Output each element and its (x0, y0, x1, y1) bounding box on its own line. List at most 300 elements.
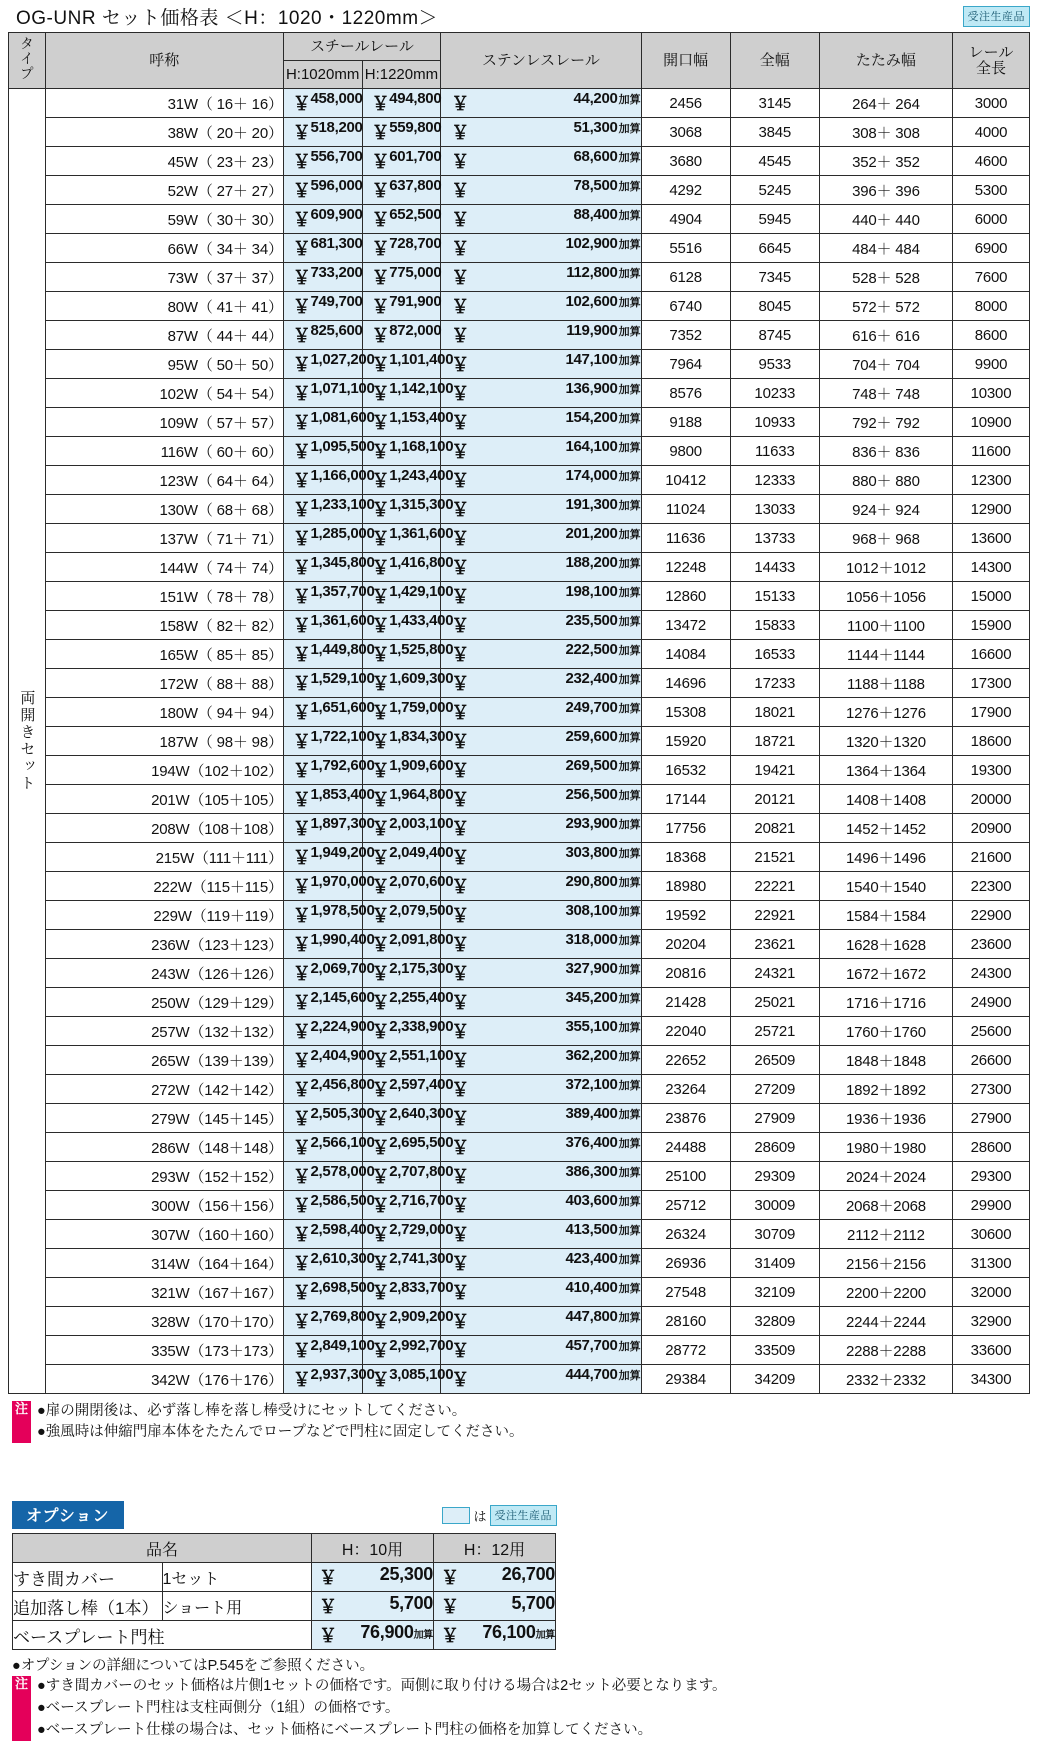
cell-opening-width: 2456 (641, 89, 730, 118)
option-label: ベースプレート門柱 (13, 1621, 312, 1650)
cell-steel-h1020: ￥ 2,610,300 (283, 1249, 362, 1278)
cell-rail-length: 4000 (952, 118, 1029, 147)
option-label: すき間カバー (13, 1563, 163, 1592)
cell-name: 31W（ 16＋ 16） (45, 89, 283, 118)
cell-folded-width: 1892＋1892 (819, 1075, 952, 1104)
cell-stainless: ￥ 423,400加算 (441, 1249, 641, 1278)
opt-col-name: 品名 (13, 1534, 312, 1563)
cell-steel-h1220: ￥ 1,909,600 (362, 756, 441, 785)
cell-steel-h1220: ￥ 2,695,500 (362, 1133, 441, 1162)
cell-steel-h1020: ￥ 681,300 (283, 234, 362, 263)
table-row (9, 611, 1030, 640)
cell-name: 222W（115＋115） (45, 872, 283, 901)
table-row (9, 263, 1030, 292)
cell-folded-width: 308＋ 308 (819, 118, 952, 147)
cell-name: 328W（170＋170） (45, 1307, 283, 1336)
options-table-header (13, 1534, 556, 1563)
cell-full-width: 22921 (730, 901, 819, 930)
cell-folded-width: 1144＋1144 (819, 640, 952, 669)
cell-folded-width: 792＋ 792 (819, 408, 952, 437)
cell-opening-width: 15308 (641, 698, 730, 727)
cell-stainless: ￥ 376,400加算 (441, 1133, 641, 1162)
cell-opening-width: 21428 (641, 988, 730, 1017)
cell-stainless: ￥ 102,600加算 (441, 292, 641, 321)
cell-folded-width: 264＋ 264 (819, 89, 952, 118)
cell-steel-h1220: ￥ 2,741,300 (362, 1249, 441, 1278)
options-tag: オプション (12, 1501, 124, 1529)
cell-opening-width: 28160 (641, 1307, 730, 1336)
options-detail-note: ●オプションの詳細についてはP.545をご参照ください。 (12, 1658, 375, 1675)
table-row (9, 785, 1030, 814)
table-row (9, 1104, 1030, 1133)
cell-stainless: ￥ 112,800加算 (441, 263, 641, 292)
cell-stainless: ￥ 444,700加算 (441, 1365, 641, 1394)
cell-name: 229W（119＋119） (45, 901, 283, 930)
cell-folded-width: 1320＋1320 (819, 727, 952, 756)
cell-full-width: 32109 (730, 1278, 819, 1307)
cell-name: 144W（ 74＋ 74） (45, 553, 283, 582)
cell-rail-length: 7600 (952, 263, 1029, 292)
cell-name: 38W（ 20＋ 20） (45, 118, 283, 147)
table-row (9, 1249, 1030, 1278)
cell-rail-length: 24300 (952, 959, 1029, 988)
cell-steel-h1220: ￥ 2,551,100 (362, 1046, 441, 1075)
cell-folded-width: 704＋ 704 (819, 350, 952, 379)
cell-name: 158W（ 82＋ 82） (45, 611, 283, 640)
options-row (13, 1621, 556, 1650)
cell-opening-width: 16532 (641, 756, 730, 785)
options-header (12, 1501, 557, 1529)
cell-opening-width: 20816 (641, 959, 730, 988)
cell-full-width: 8745 (730, 321, 819, 350)
cell-opening-width: 23264 (641, 1075, 730, 1104)
cell-folded-width: 484＋ 484 (819, 234, 952, 263)
cell-opening-width: 12860 (641, 582, 730, 611)
table-row (9, 408, 1030, 437)
cell-stainless: ￥ 188,200加算 (441, 553, 641, 582)
cell-steel-h1020: ￥ 1,722,100 (283, 727, 362, 756)
cell-opening-width: 26324 (641, 1220, 730, 1249)
cell-steel-h1220: ￥ 2,070,600 (362, 872, 441, 901)
cell-folded-width: 2244＋2244 (819, 1307, 952, 1336)
cell-stainless: ￥ 372,100加算 (441, 1075, 641, 1104)
cell-steel-h1020: ￥ 2,069,700 (283, 959, 362, 988)
cell-full-width: 25021 (730, 988, 819, 1017)
table-row (9, 176, 1030, 205)
table-row (9, 1046, 1030, 1075)
cell-steel-h1220: ￥ 1,315,300 (362, 495, 441, 524)
cell-steel-h1020: ￥ 2,586,500 (283, 1191, 362, 1220)
table-row (9, 1162, 1030, 1191)
cell-full-width: 28609 (730, 1133, 819, 1162)
cell-rail-length: 29300 (952, 1162, 1029, 1191)
cell-steel-h1020: ￥ 749,700 (283, 292, 362, 321)
cell-name: 116W（ 60＋ 60） (45, 437, 283, 466)
cell-full-width: 10233 (730, 379, 819, 408)
cell-stainless: ￥ 191,300加算 (441, 495, 641, 524)
price-table-body (9, 89, 1030, 1394)
cell-stainless: ￥ 78,500加算 (441, 176, 641, 205)
cell-folded-width: 1716＋1716 (819, 988, 952, 1017)
cell-rail-length: 10900 (952, 408, 1029, 437)
options-table-body (13, 1563, 556, 1650)
cell-steel-h1220: ￥ 1,525,800 (362, 640, 441, 669)
cell-steel-h1220: ￥ 1,168,100 (362, 437, 441, 466)
options-notes (12, 1676, 1038, 1741)
price-table (8, 32, 1030, 1394)
cell-stainless: ￥ 154,200加算 (441, 408, 641, 437)
cell-opening-width: 4904 (641, 205, 730, 234)
cell-name: 208W（108＋108） (45, 814, 283, 843)
cell-stainless: ￥ 413,500加算 (441, 1220, 641, 1249)
option-sub-label: 1セット (162, 1563, 312, 1592)
cell-stainless: ￥ 457,700加算 (441, 1336, 641, 1365)
col-steel-h1020: H:1020mm (283, 61, 362, 89)
cell-folded-width: 1100＋1100 (819, 611, 952, 640)
legend-text: は (473, 1508, 487, 1524)
option-price-h12: ￥ 26,700 (434, 1563, 556, 1592)
cell-steel-h1020: ￥ 1,233,100 (283, 495, 362, 524)
options-legend (442, 1505, 557, 1526)
cell-steel-h1020: ￥ 1,166,000 (283, 466, 362, 495)
cell-opening-width: 8576 (641, 379, 730, 408)
cell-steel-h1020: ￥ 1,449,800 (283, 640, 362, 669)
cell-steel-h1020: ￥ 1,651,600 (283, 698, 362, 727)
table-row (9, 1191, 1030, 1220)
cell-name: 215W（111＋111） (45, 843, 283, 872)
cell-steel-h1020: ￥ 1,071,100 (283, 379, 362, 408)
cell-rail-length: 11600 (952, 437, 1029, 466)
cell-rail-length: 5300 (952, 176, 1029, 205)
option-sub-label: ショート用 (162, 1592, 312, 1621)
cell-folded-width: 1276＋1276 (819, 698, 952, 727)
cell-steel-h1020: ￥ 2,849,100 (283, 1336, 362, 1365)
cell-opening-width: 28772 (641, 1336, 730, 1365)
cell-rail-length: 12900 (952, 495, 1029, 524)
cell-stainless: ￥ 259,600加算 (441, 727, 641, 756)
cell-opening-width: 25712 (641, 1191, 730, 1220)
col-opening-width: 開口幅 (641, 33, 730, 89)
table-row (9, 1017, 1030, 1046)
cell-full-width: 12333 (730, 466, 819, 495)
cell-name: 243W（126＋126） (45, 959, 283, 988)
cell-stainless: ￥ 198,100加算 (441, 582, 641, 611)
cell-steel-h1220: ￥ 3,085,100 (362, 1365, 441, 1394)
cell-folded-width: 396＋ 396 (819, 176, 952, 205)
col-rail-length: レール 全長 (952, 33, 1029, 89)
cell-opening-width: 13472 (641, 611, 730, 640)
cell-rail-length: 22300 (952, 872, 1029, 901)
cell-steel-h1020: ￥ 1,978,500 (283, 901, 362, 930)
table-row (9, 1307, 1030, 1336)
cell-stainless: ￥ 44,200加算 (441, 89, 641, 118)
cell-folded-width: 1980＋1980 (819, 1133, 952, 1162)
cell-full-width: 34209 (730, 1365, 819, 1394)
cell-full-width: 29309 (730, 1162, 819, 1191)
cell-rail-length: 20900 (952, 814, 1029, 843)
cell-rail-length: 12300 (952, 466, 1029, 495)
cell-folded-width: 1672＋1672 (819, 959, 952, 988)
cell-rail-length: 32900 (952, 1307, 1029, 1336)
cell-name: 293W（152＋152） (45, 1162, 283, 1191)
cell-stainless: ￥ 386,300加算 (441, 1162, 641, 1191)
cell-folded-width: 1760＋1760 (819, 1017, 952, 1046)
cell-stainless: ￥ 119,900加算 (441, 321, 641, 350)
table-row (9, 669, 1030, 698)
type-cell-label: 両開きセット (18, 690, 36, 792)
cell-steel-h1020: ￥ 556,700 (283, 147, 362, 176)
cell-rail-length: 8600 (952, 321, 1029, 350)
table-row (9, 234, 1030, 263)
options-table (12, 1533, 556, 1650)
col-stainless-rail: ステンレスレール (441, 33, 641, 89)
cell-name: 180W（ 94＋ 94） (45, 698, 283, 727)
cell-name: 137W（ 71＋ 71） (45, 524, 283, 553)
cell-full-width: 20121 (730, 785, 819, 814)
cell-folded-width: 2112＋2112 (819, 1220, 952, 1249)
col-type-label: タイプ (18, 36, 35, 82)
cell-folded-width: 2200＋2200 (819, 1278, 952, 1307)
cell-steel-h1220: ￥ 791,900 (362, 292, 441, 321)
cell-rail-length: 25600 (952, 1017, 1029, 1046)
cell-folded-width: 2332＋2332 (819, 1365, 952, 1394)
cell-name: 300W（156＋156） (45, 1191, 283, 1220)
cell-folded-width: 1584＋1584 (819, 901, 952, 930)
cell-opening-width: 14084 (641, 640, 730, 669)
cell-stainless: ￥ 318,000加算 (441, 930, 641, 959)
cell-rail-length: 21600 (952, 843, 1029, 872)
cell-steel-h1220: ￥ 1,759,000 (362, 698, 441, 727)
cell-full-width: 17233 (730, 669, 819, 698)
cell-stainless: ￥ 222,500加算 (441, 640, 641, 669)
cell-full-width: 8045 (730, 292, 819, 321)
cell-rail-length: 33600 (952, 1336, 1029, 1365)
cell-rail-length: 31300 (952, 1249, 1029, 1278)
cell-rail-length: 29900 (952, 1191, 1029, 1220)
options-note-line: ●ベースプレート門柱は支柱両側分（1組）の価格です。 (37, 1699, 400, 1716)
cell-steel-h1020: ￥ 1,357,700 (283, 582, 362, 611)
col-steel-h1220: H:1220mm (362, 61, 441, 89)
table-row (9, 147, 1030, 176)
cell-steel-h1220: ￥ 1,834,300 (362, 727, 441, 756)
cell-steel-h1220: ￥ 1,243,400 (362, 466, 441, 495)
cell-rail-length: 9900 (952, 350, 1029, 379)
cell-full-width: 21521 (730, 843, 819, 872)
cell-stainless: ￥ 249,700加算 (441, 698, 641, 727)
cell-opening-width: 6740 (641, 292, 730, 321)
cell-stainless: ￥ 269,500加算 (441, 756, 641, 785)
cell-opening-width: 22040 (641, 1017, 730, 1046)
cell-opening-width: 9188 (641, 408, 730, 437)
main-note-lines (31, 1401, 524, 1443)
table-row (9, 872, 1030, 901)
table-row (9, 901, 1030, 930)
col-type (9, 33, 46, 89)
cell-folded-width: 2288＋2288 (819, 1336, 952, 1365)
cell-stainless: ￥ 256,500加算 (441, 785, 641, 814)
cell-steel-h1020: ￥ 2,598,400 (283, 1220, 362, 1249)
cell-full-width: 23621 (730, 930, 819, 959)
cell-folded-width: 968＋ 968 (819, 524, 952, 553)
cell-stainless: ￥ 308,100加算 (441, 901, 641, 930)
cell-folded-width: 1628＋1628 (819, 930, 952, 959)
title-row (0, 0, 1038, 32)
cell-name: 59W（ 30＋ 30） (45, 205, 283, 234)
cell-folded-width: 836＋ 836 (819, 437, 952, 466)
cell-steel-h1220: ￥ 1,142,100 (362, 379, 441, 408)
cell-steel-h1020: ￥ 1,345,800 (283, 553, 362, 582)
cell-name: 236W（123＋123） (45, 930, 283, 959)
cell-full-width: 11633 (730, 437, 819, 466)
table-row (9, 988, 1030, 1017)
table-row (9, 321, 1030, 350)
cell-steel-h1020: ￥ 2,456,800 (283, 1075, 362, 1104)
cell-steel-h1220: ￥ 2,003,100 (362, 814, 441, 843)
cell-stainless: ￥ 293,900加算 (441, 814, 641, 843)
table-row (9, 727, 1030, 756)
table-row (9, 582, 1030, 611)
cell-rail-length: 18600 (952, 727, 1029, 756)
cell-folded-width: 924＋ 924 (819, 495, 952, 524)
made-to-order-badge: 受注生産品 (963, 6, 1031, 27)
cell-steel-h1020: ￥ 2,769,800 (283, 1307, 362, 1336)
option-price-h10: ￥ 76,900加算 (312, 1621, 434, 1650)
cell-steel-h1020: ￥ 2,937,300 (283, 1365, 362, 1394)
cell-steel-h1220: ￥ 1,361,600 (362, 524, 441, 553)
cell-steel-h1020: ￥ 1,081,600 (283, 408, 362, 437)
cell-name: 250W（129＋129） (45, 988, 283, 1017)
type-cell (9, 89, 46, 1394)
cell-full-width: 30709 (730, 1220, 819, 1249)
cell-steel-h1220: ￥ 2,079,500 (362, 901, 441, 930)
cell-steel-h1220: ￥ 2,716,700 (362, 1191, 441, 1220)
cell-stainless: ￥ 290,800加算 (441, 872, 641, 901)
table-row (9, 118, 1030, 147)
cell-name: 265W（139＋139） (45, 1046, 283, 1075)
table-row (9, 1365, 1030, 1394)
cell-name: 45W（ 23＋ 23） (45, 147, 283, 176)
cell-opening-width: 7964 (641, 350, 730, 379)
cell-stainless: ￥ 201,200加算 (441, 524, 641, 553)
cell-steel-h1220: ￥ 1,964,800 (362, 785, 441, 814)
cell-opening-width: 6128 (641, 263, 730, 292)
cell-steel-h1020: ￥ 2,566,100 (283, 1133, 362, 1162)
option-price-h10: ￥ 5,700 (312, 1592, 434, 1621)
cell-folded-width: 1540＋1540 (819, 872, 952, 901)
cell-opening-width: 9800 (641, 437, 730, 466)
cell-steel-h1020: ￥ 458,000 (283, 89, 362, 118)
cell-steel-h1220: ￥ 2,091,800 (362, 930, 441, 959)
cell-rail-length: 23600 (952, 930, 1029, 959)
cell-steel-h1020: ￥ 2,145,600 (283, 988, 362, 1017)
cell-stainless: ￥ 345,200加算 (441, 988, 641, 1017)
cell-full-width: 18021 (730, 698, 819, 727)
cell-full-width: 14433 (730, 553, 819, 582)
cell-steel-h1020: ￥ 1,792,600 (283, 756, 362, 785)
cell-folded-width: 1364＋1364 (819, 756, 952, 785)
cell-stainless: ￥ 102,900加算 (441, 234, 641, 263)
table-row (9, 437, 1030, 466)
cell-full-width: 6645 (730, 234, 819, 263)
cell-full-width: 33509 (730, 1336, 819, 1365)
cell-full-width: 7345 (730, 263, 819, 292)
cell-folded-width: 1848＋1848 (819, 1046, 952, 1075)
cell-stainless: ￥ 164,100加算 (441, 437, 641, 466)
cell-rail-length: 34300 (952, 1365, 1029, 1394)
cell-folded-width: 572＋ 572 (819, 292, 952, 321)
cell-folded-width: 1056＋1056 (819, 582, 952, 611)
cell-steel-h1220: ￥ 559,800 (362, 118, 441, 147)
table-row (9, 553, 1030, 582)
cell-rail-length: 24900 (952, 988, 1029, 1017)
cell-opening-width: 10412 (641, 466, 730, 495)
cell-name: 66W（ 34＋ 34） (45, 234, 283, 263)
table-row (9, 89, 1030, 118)
table-row (9, 1278, 1030, 1307)
cell-full-width: 10933 (730, 408, 819, 437)
cell-full-width: 26509 (730, 1046, 819, 1075)
cell-full-width: 5945 (730, 205, 819, 234)
cell-rail-length: 8000 (952, 292, 1029, 321)
cell-full-width: 3145 (730, 89, 819, 118)
cell-name: 95W（ 50＋ 50） (45, 350, 283, 379)
cell-name: 194W（102＋102） (45, 756, 283, 785)
cell-rail-length: 3000 (952, 89, 1029, 118)
cell-steel-h1020: ￥ 596,000 (283, 176, 362, 205)
cell-name: 257W（132＋132） (45, 1017, 283, 1046)
cell-steel-h1020: ￥ 733,200 (283, 263, 362, 292)
table-row (9, 524, 1030, 553)
cell-stainless: ￥ 410,400加算 (441, 1278, 641, 1307)
options-note-line: ●ベースプレート仕様の場合は、セット価格にベースプレート門柱の価格を加算してください。 (37, 1721, 653, 1738)
cell-name: 130W（ 68＋ 68） (45, 495, 283, 524)
cell-folded-width: 1452＋1452 (819, 814, 952, 843)
cell-opening-width: 7352 (641, 321, 730, 350)
table-row (9, 350, 1030, 379)
table-row (9, 843, 1030, 872)
cell-opening-width: 14696 (641, 669, 730, 698)
price-table-header (9, 33, 1030, 89)
cell-steel-h1220: ￥ 2,338,900 (362, 1017, 441, 1046)
cell-folded-width: 1408＋1408 (819, 785, 952, 814)
cell-steel-h1220: ￥ 2,992,700 (362, 1336, 441, 1365)
cell-steel-h1220: ￥ 2,729,000 (362, 1220, 441, 1249)
cell-name: 102W（ 54＋ 54） (45, 379, 283, 408)
cell-opening-width: 11024 (641, 495, 730, 524)
table-row (9, 1336, 1030, 1365)
table-row (9, 698, 1030, 727)
cell-folded-width: 616＋ 616 (819, 321, 952, 350)
cell-folded-width: 352＋ 352 (819, 147, 952, 176)
cell-steel-h1220: ￥ 2,909,200 (362, 1307, 441, 1336)
cell-rail-length: 13600 (952, 524, 1029, 553)
cell-stainless: ￥ 447,800加算 (441, 1307, 641, 1336)
cell-stainless: ￥ 147,100加算 (441, 350, 641, 379)
note-marker: 注 (12, 1401, 31, 1443)
table-row (9, 959, 1030, 988)
main-notes (12, 1401, 1038, 1443)
cell-rail-length: 17300 (952, 669, 1029, 698)
table-row (9, 1220, 1030, 1249)
cell-steel-h1220: ￥ 2,175,300 (362, 959, 441, 988)
cell-stainless: ￥ 68,600加算 (441, 147, 641, 176)
table-row (9, 205, 1030, 234)
cell-full-width: 27209 (730, 1075, 819, 1104)
cell-stainless: ￥ 174,000加算 (441, 466, 641, 495)
cell-steel-h1220: ￥ 728,700 (362, 234, 441, 263)
cell-rail-length: 20000 (952, 785, 1029, 814)
table-row (9, 292, 1030, 321)
